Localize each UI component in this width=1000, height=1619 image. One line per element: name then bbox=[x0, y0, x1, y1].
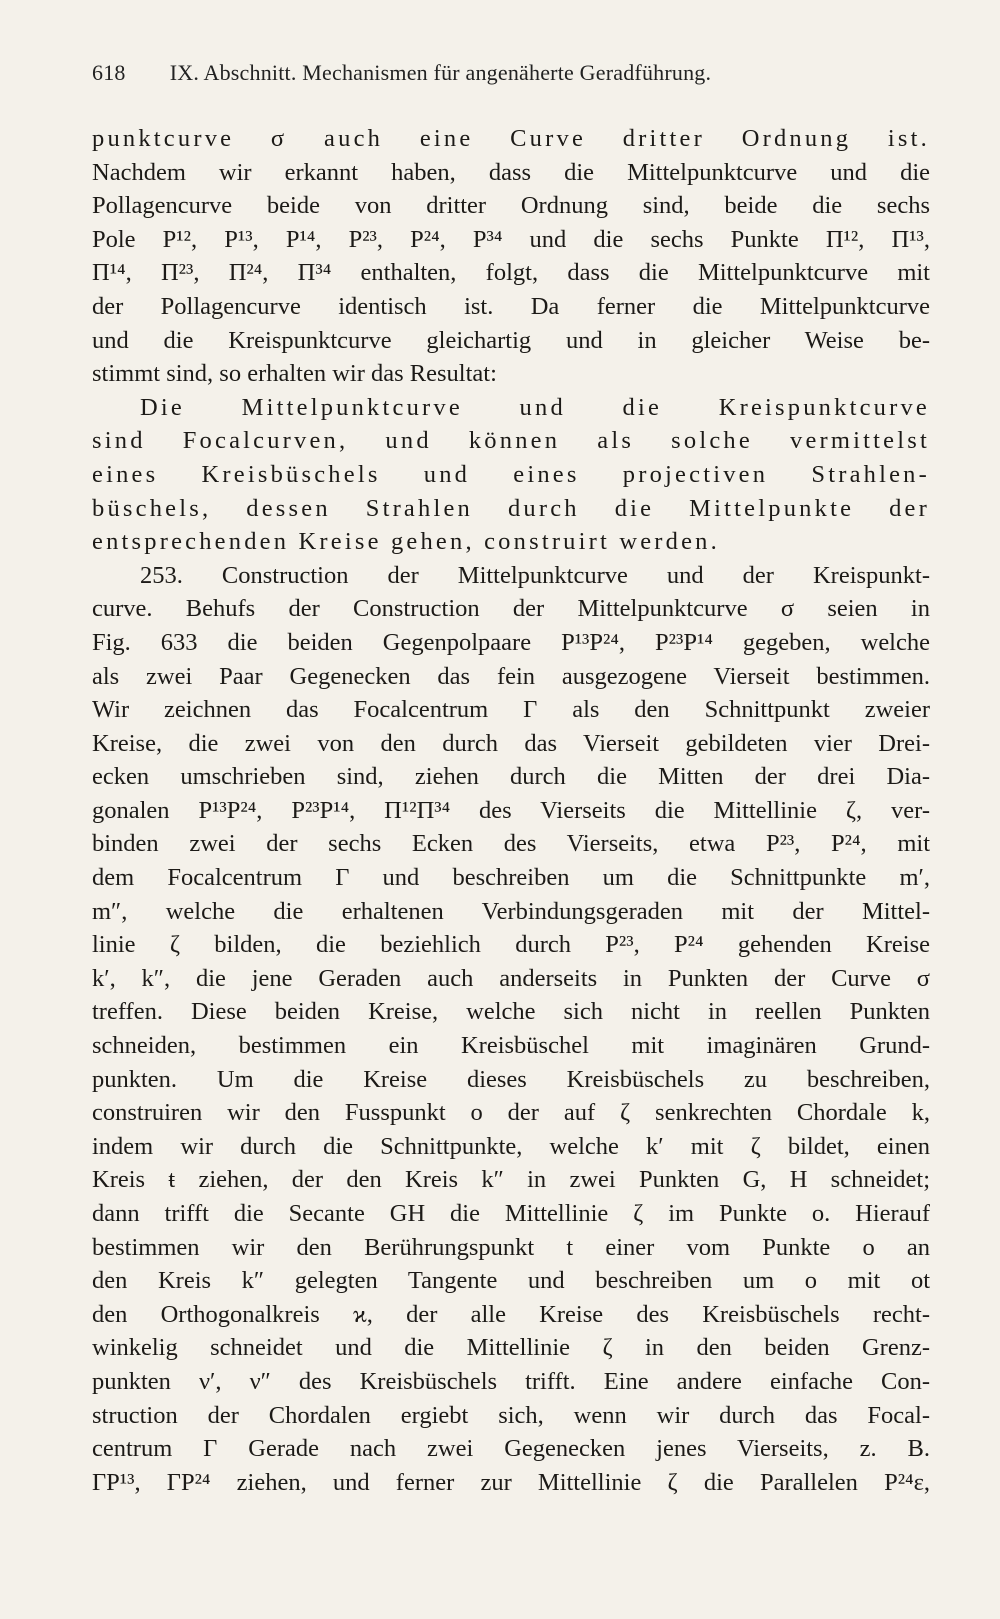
text-line: Kreis ŧ ziehen, der den Kreis k″ in zwei Punkten G, H schneidet; bbox=[92, 1166, 930, 1194]
text-line: Die Mittelpunktcurve und die Kreispunktcurve bbox=[140, 393, 930, 421]
text-line: eines Kreisbüschels und eines projectiven Strahlen- bbox=[92, 460, 930, 488]
text-line: Wir zeichnen das Focalcentrum Γ als den Schnittpunkt zweier bbox=[92, 696, 930, 724]
text-line: als zwei Paar Gegenecken das fein ausgezogene Vierseit bestimmen. bbox=[92, 662, 930, 690]
text-line: sind Focalcurven, und können als solche vermittelst bbox=[92, 427, 930, 455]
body-text bbox=[92, 122, 930, 1499]
text-line: k′, k″, die jene Geraden auch anderseits in Punkten der Curve σ bbox=[92, 964, 930, 992]
text-line: Kreise, die zwei von den durch das Vierseit gebildeten vier Drei- bbox=[92, 729, 930, 757]
text-line: ecken umschrieben sind, ziehen durch die Mitten der drei Dia- bbox=[92, 763, 930, 791]
text-line: dem Focalcentrum Γ und beschreiben um die Schnittpunkte m′, bbox=[92, 864, 930, 892]
text-line: Pollagencurve beide von dritter Ordnung sind, beide die sechs bbox=[92, 192, 930, 220]
text-line: treffen. Diese beiden Kreise, welche sich nicht in reellen Punkten bbox=[92, 998, 930, 1026]
text-line: Pole P¹², P¹³, P¹⁴, P²³, P²⁴, P³⁴ und die sechs Punkte Π¹², Π¹³, bbox=[92, 225, 930, 253]
text-line: punktcurve σ auch eine Curve dritter Ordnung ist. bbox=[92, 125, 930, 152]
text-line: winkelig schneidet und die Mittellinie ζ in den beiden Grenz- bbox=[92, 1334, 930, 1362]
text-line: den Orthogonalkreis ϰ, der alle Kreise des Kreisbüschels recht- bbox=[92, 1300, 930, 1328]
text-line: Nachdem wir erkannt haben, dass die Mittelpunktcurve und die bbox=[92, 158, 930, 186]
text-line: construiren wir den Fusspunkt o der auf ζ senkrechten Chordale k, bbox=[92, 1099, 930, 1127]
text-line: Fig. 633 die beiden Gegenpolpaare P¹³P²⁴, P²³P¹⁴ gegeben, welche bbox=[92, 628, 930, 656]
text-line: schneiden, bestimmen ein Kreisbüschel mit imaginären Grund- bbox=[92, 1032, 930, 1060]
text-line: centrum Γ Gerade nach zwei Gegenecken jenes Vierseits, z. B. bbox=[92, 1435, 930, 1463]
text-line: dann trifft die Secante GH die Mittellinie ζ im Punkte o. Hierauf bbox=[92, 1200, 930, 1227]
text-line: struction der Chordalen ergiebt sich, wenn wir durch das Focal- bbox=[92, 1401, 930, 1429]
text-line: ΓP¹³, ΓP²⁴ ziehen, und ferner zur Mittellinie ζ die Parallelen P²⁴ε, bbox=[92, 1468, 930, 1496]
text-line: linie ζ bilden, die beziehlich durch P²³, P²⁴ gehenden Kreise bbox=[92, 931, 930, 959]
running-header bbox=[92, 60, 932, 86]
page-number: 618 bbox=[92, 60, 126, 85]
text-line: m″, welche die erhaltenen Verbindungsgeraden mit der Mittel- bbox=[92, 897, 930, 925]
text-line: den Kreis k″ gelegten Tangente und beschreiben um o mit ot bbox=[92, 1267, 930, 1295]
text-line: stimmt sind, so erhalten wir das Resultat: bbox=[92, 360, 497, 388]
text-line: binden zwei der sechs Ecken des Vierseits, etwa P²³, P²⁴, mit bbox=[92, 830, 930, 858]
text-line: punkten ν′, ν″ des Kreisbüschels trifft. Eine andere einfache Con- bbox=[92, 1367, 930, 1395]
text-line: gonalen P¹³P²⁴, P²³P¹⁴, Π¹²Π³⁴ des Vierseits die Mittellinie ζ, ver- bbox=[92, 796, 930, 824]
text-line: und die Kreispunktcurve gleichartig und in gleicher Weise be- bbox=[92, 326, 930, 354]
text-line: bestimmen wir den Berührungspunkt t einer vom Punkte o an bbox=[92, 1233, 930, 1261]
running-title: IX. Abschnitt. Mechanismen für angenäherte Geradführung. bbox=[169, 60, 712, 85]
text-line: curve. Behufs der Construction der Mittelpunktcurve σ seien in bbox=[92, 595, 930, 623]
text-line: büschels, dessen Strahlen durch die Mittelpunkte der bbox=[92, 494, 930, 522]
text-line: 253. Construction der Mittelpunktcurve und der Kreispunkt- bbox=[140, 561, 930, 589]
text-line: punkten. Um die Kreise dieses Kreisbüschels zu beschreiben, bbox=[92, 1065, 930, 1093]
text-line: indem wir durch die Schnittpunkte, welche k′ mit ζ bildet, einen bbox=[92, 1132, 930, 1160]
text-line: Π¹⁴, Π²³, Π²⁴, Π³⁴ enthalten, folgt, dass die Mittelpunktcurve mit bbox=[92, 259, 930, 287]
text-line: der Pollagencurve identisch ist. Da ferner die Mittelpunktcurve bbox=[92, 292, 930, 320]
text-line: entsprechenden Kreise gehen, construirt werden. bbox=[92, 528, 720, 556]
